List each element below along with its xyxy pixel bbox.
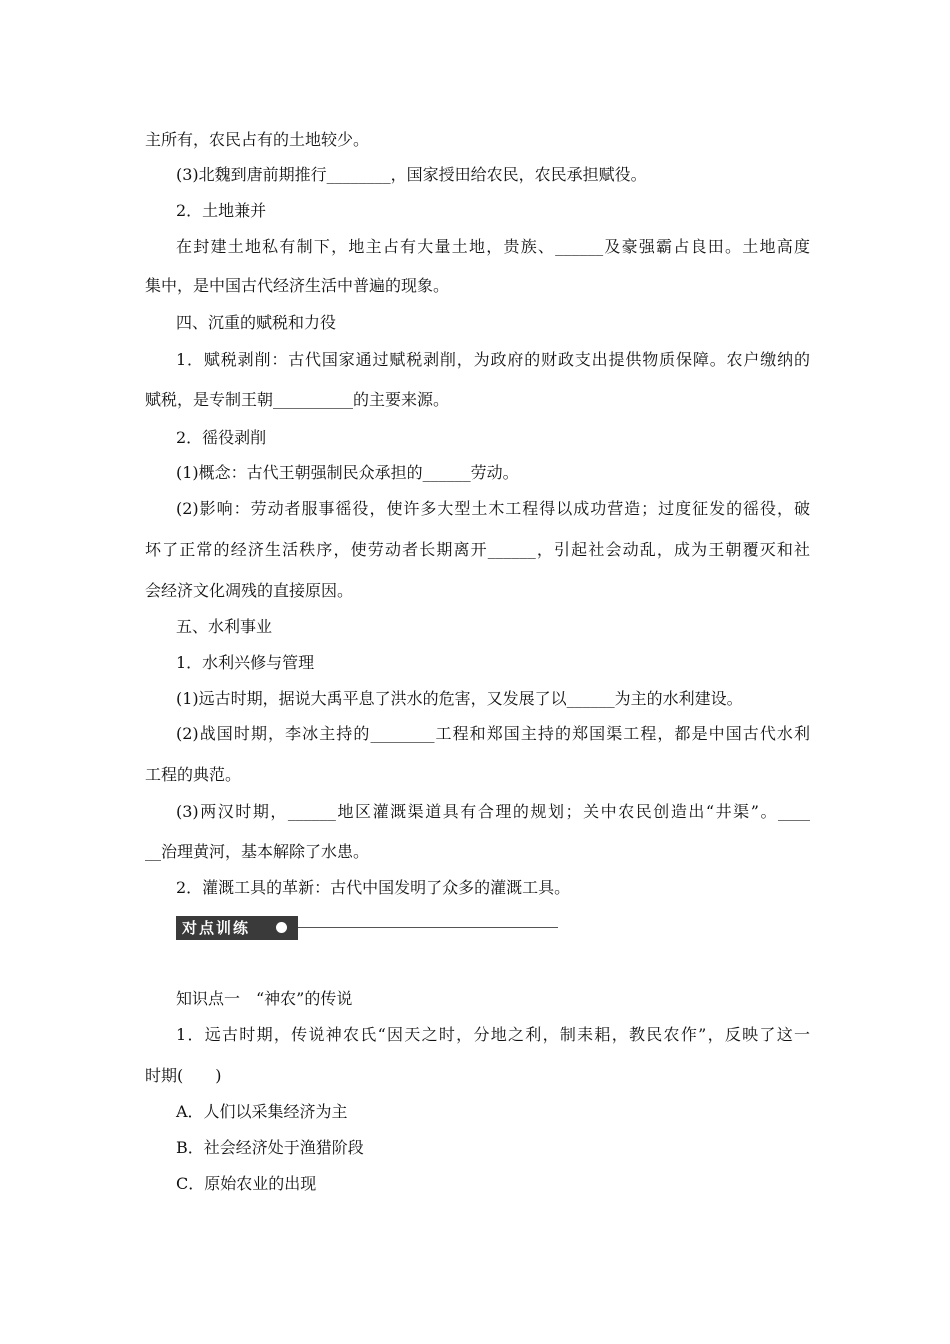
text-line: (1)概念：古代王朝强制民众承担的______劳动。 — [176, 463, 519, 482]
text-line: (2)影响：劳动者服事徭役，使许多大型土木工程得以成功营造；过度征发的徭役，破 — [176, 499, 810, 518]
text-line: 赋税，是专制王朝__________的主要来源。 — [145, 390, 450, 409]
text-line: 集中，是中国古代经济生活中普遍的现象。 — [145, 276, 450, 295]
answer-option-c: C．原始农业的出现 — [176, 1174, 317, 1193]
section-heading: 五、水利事业 — [176, 617, 273, 636]
text-line: (2)战国时期，李冰主持的________工程和郑国主持的郑国渠工程，都是中国古代水利 — [176, 724, 810, 743]
text-line: 主所有，农民占有的土地较少。 — [145, 130, 370, 149]
section-heading: 1．水利兴修与管理 — [176, 653, 315, 672]
knowledge-point-title: 知识点一 “神农”的传说 — [176, 989, 353, 1008]
banner-label: 对点训练 — [176, 916, 298, 940]
text-line: __治理黄河，基本解除了水患。 — [145, 842, 370, 861]
text-line: 2．灌溉工具的革新：古代中国发明了众多的灌溉工具。 — [176, 878, 571, 897]
text-line: 1．赋税剥削：古代国家通过赋税剥削，为政府的财政支出提供物质保障。农户缴纳的 — [176, 350, 810, 369]
section-heading: 2．徭役剥削 — [176, 428, 267, 447]
question-text: 1．远古时期，传说神农氏“因天之时，分地之利，制耒耜，教民农作”，反映了这一 — [176, 1025, 810, 1044]
text-line: 会经济文化凋残的直接原因。 — [145, 581, 354, 600]
text-line: (1)远古时期，据说大禹平息了洪水的危害，又发展了以______为主的水利建设。 — [176, 689, 743, 708]
text-line: 在封建土地私有制下，地主占有大量土地，贵族、______及豪强霸占良田。土地高度 — [176, 237, 810, 256]
bullet-dot-icon — [276, 922, 287, 933]
section-heading: 四、沉重的赋税和力役 — [176, 313, 337, 332]
section-heading: 2．土地兼并 — [176, 201, 267, 220]
answer-option-a: A．人们以采集经济为主 — [176, 1102, 348, 1121]
text-line: (3)两汉时期，______地区灌溉渠道具有合理的规划；关中农民创造出“井渠”。____ — [176, 802, 810, 821]
banner-divider — [298, 927, 558, 928]
text-line: 工程的典范。 — [145, 765, 242, 784]
answer-option-b: B．社会经济处于渔猎阶段 — [176, 1138, 364, 1157]
question-text: 时期( ) — [145, 1066, 222, 1085]
text-line: (3)北魏到唐前期推行________，国家授田给农民，农民承担赋役。 — [176, 165, 647, 184]
text-line: 坏了正常的经济生活秩序，使劳动者长期离开______，引起社会动乱，成为王朝覆灭和社 — [145, 540, 810, 559]
